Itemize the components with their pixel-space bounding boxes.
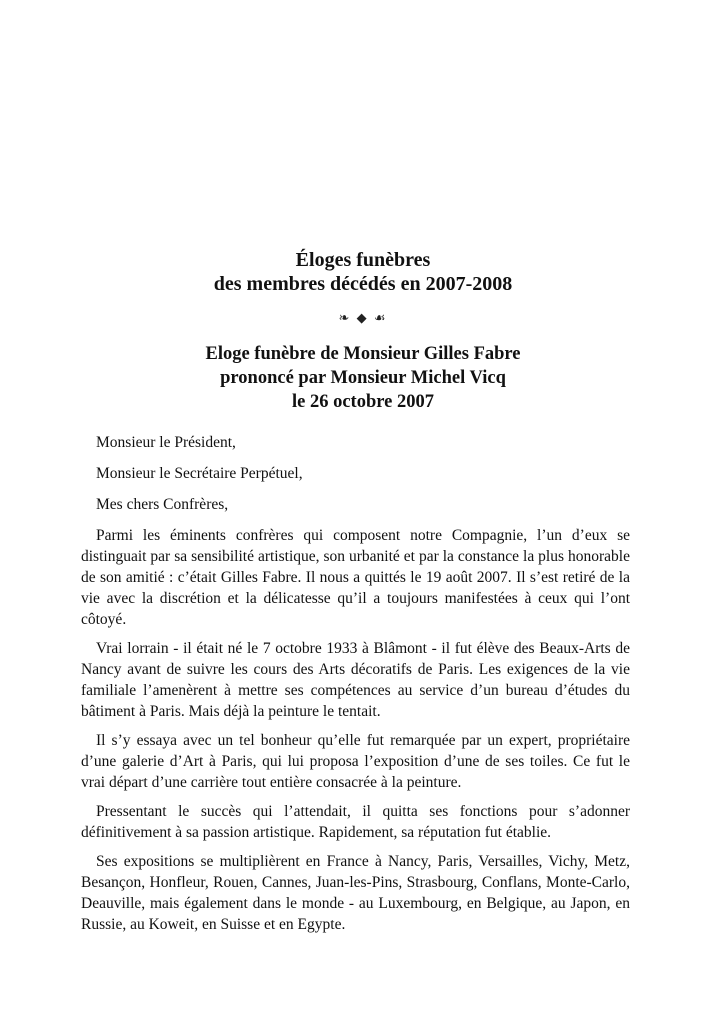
salutation-confreres: Mes chers Confrères, bbox=[96, 496, 229, 513]
paragraph: Parmi les éminents confrères qui composent notre Compagnie, l’un d’eux se distinguait par sa sensibilité artistique, son urbanité et par la constance la plus honorable de son amitié : c’était Gilles Fabre. Il nous a quittés le 19 août 2007. Il s’est retiré de la vie avec la discrétion et la délicatesse qu’il a toujours manifestées à ceux qui l’ont côtoyé. bbox=[81, 527, 630, 628]
salutation-president: Monsieur le Président, bbox=[96, 434, 236, 451]
paragraph: Pressentant le succès qui l’attendait, il quitta ses fonctions pour s’adonner définitivement à sa passion artistique. Rapidement, sa réputation fut établie. bbox=[81, 803, 630, 841]
speech-heading-line-1: Eloge funèbre de Monsieur Gilles Fabre bbox=[205, 344, 521, 364]
paragraph: Il s’y essaya avec un tel bonheur qu’elle fut remarquée par un expert, propriétaire d’une galerie d’Art à Paris, qui lui proposa l’exposition d’une de ses toiles. Ce fut le vrai départ d’une carrière tout entière consacrée à la peinture. bbox=[81, 732, 630, 791]
speech-heading-line-2: prononcé par Monsieur Michel Vicq bbox=[220, 368, 506, 388]
speech-heading bbox=[96, 342, 630, 414]
speech-heading-line-3: le 26 octobre 2007 bbox=[292, 392, 434, 412]
paragraph: Vrai lorrain - il était né le 7 octobre 1933 à Blâmont - il fut élève des Beaux-Arts de Nancy avant de suivre les cours des Arts décoratifs de Paris. Les exigences de la vie familiale l’amenèrent à mettre ses compétences au service d’un bureau d’études du bâtiment à Paris. Mais déjà la peinture le tentait. bbox=[81, 640, 630, 720]
title-line-2: des membres décédés en 2007-2008 bbox=[213, 273, 513, 295]
paragraph: Ses expositions se multiplièrent en France à Nancy, Paris, Versailles, Vichy, Metz, Besançon, Honfleur, Rouen, Cannes, Juan-les-Pins, Strasbourg, Conflans, Monte-Carlo, Deauville, mais également dans le monde - au Luxembourg, en Belgique, au Japon, en Russie, au Koweit, en Suisse et en Egypte. bbox=[81, 853, 630, 933]
speech-body bbox=[81, 432, 630, 935]
document-page bbox=[81, 248, 630, 943]
ornament-divider-icon: ❧ ◆ ☙ bbox=[338, 310, 388, 325]
salutation-secretary: Monsieur le Secrétaire Perpétuel, bbox=[96, 465, 303, 482]
title-line-1: Éloges funèbres bbox=[295, 249, 431, 271]
document-title bbox=[96, 248, 630, 296]
